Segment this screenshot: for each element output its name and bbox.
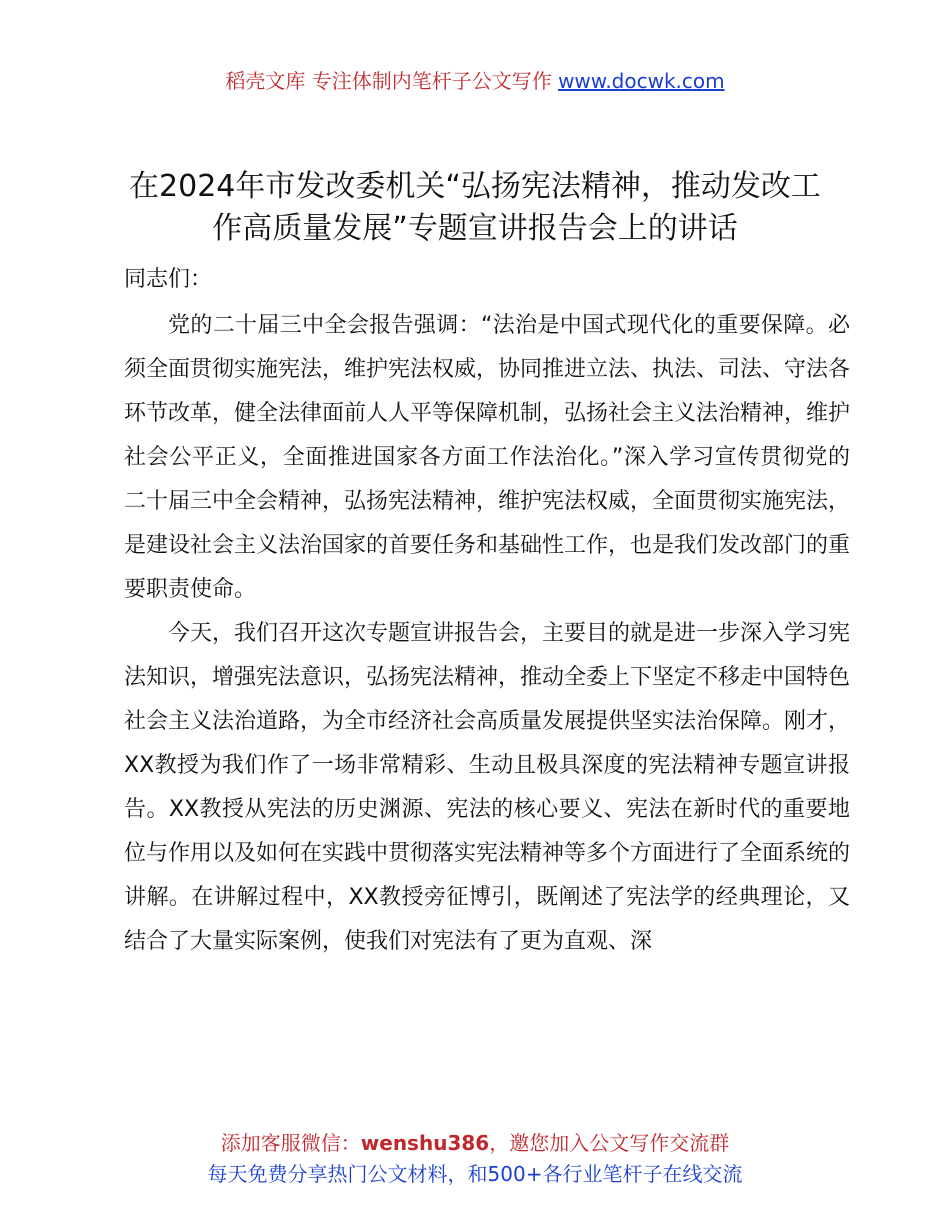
footer-wechat-id: wenshu386 [360, 1131, 490, 1155]
document-title: 在2024年市发改委机关“弘扬宪法精神，推动发改工作高质量发展”专题宣讲报告会上的讲话 [129, 169, 821, 246]
document-body [124, 262, 850, 964]
salutation: 同志们： [124, 267, 213, 292]
header-brand: 稻壳文库 专注体制内笔杆子公文写作 [225, 69, 552, 93]
page-footer [0, 1128, 950, 1190]
footer-wechat-suffix: ，邀您加入公文写作交流群 [489, 1131, 730, 1155]
footer-wechat-prefix: 添加客服微信： [220, 1131, 361, 1155]
footer-share-line: 每天免费分享热门公文材料，和500+各行业笔杆子在线交流 [207, 1162, 743, 1186]
paragraph-1: 党的二十届三中全会报告强调：“法治是中国式现代化的重要保障。必须全面贯彻实施宪法，维护宪法权威，协同推进立法、执法、司法、守法各环节改革，健全法律面前人人平等保障机制，弘扬社会主义法治精神，维护社会公平正义，全面推进国家各方面工作法治化。”深入学习宣传贯彻党的二十届三中全会精神，弘扬宪法精神，维护宪法权威，全面贯彻实施宪法，是建设社会主义法治国家的首要任务和基础性工作，也是我们发改部门的重要职责使命。 [124, 313, 851, 602]
header-url-link[interactable]: www.docwk.com [558, 69, 725, 93]
footer-wechat-line [0, 1128, 950, 1159]
paragraph-2: 今天，我们召开这次专题宣讲报告会，主要目的就是进一步深入学习宪法知识，增强宪法意识，弘扬宪法精神，推动全委上下坚定不移走中国特色社会主义法治道路，为全市经济社会高质量发展提供坚实法治保障。刚才，XX教授为我们作了一场非常精彩、生动且极具深度的宪法精神专题宣讲报告。XX教授从宪法的历史渊源、宪法的核心要义、宪法在新时代的重要地位与作用以及如何在实践中贯彻落实宪法精神等多个方面进行了全面系统的讲解。在讲解过程中，XX教授旁征博引，既阐述了宪法学的经典理论，又结合了大量实际案例，使我们对宪法有了更为直观、深 [124, 621, 851, 954]
page-header [0, 66, 950, 96]
